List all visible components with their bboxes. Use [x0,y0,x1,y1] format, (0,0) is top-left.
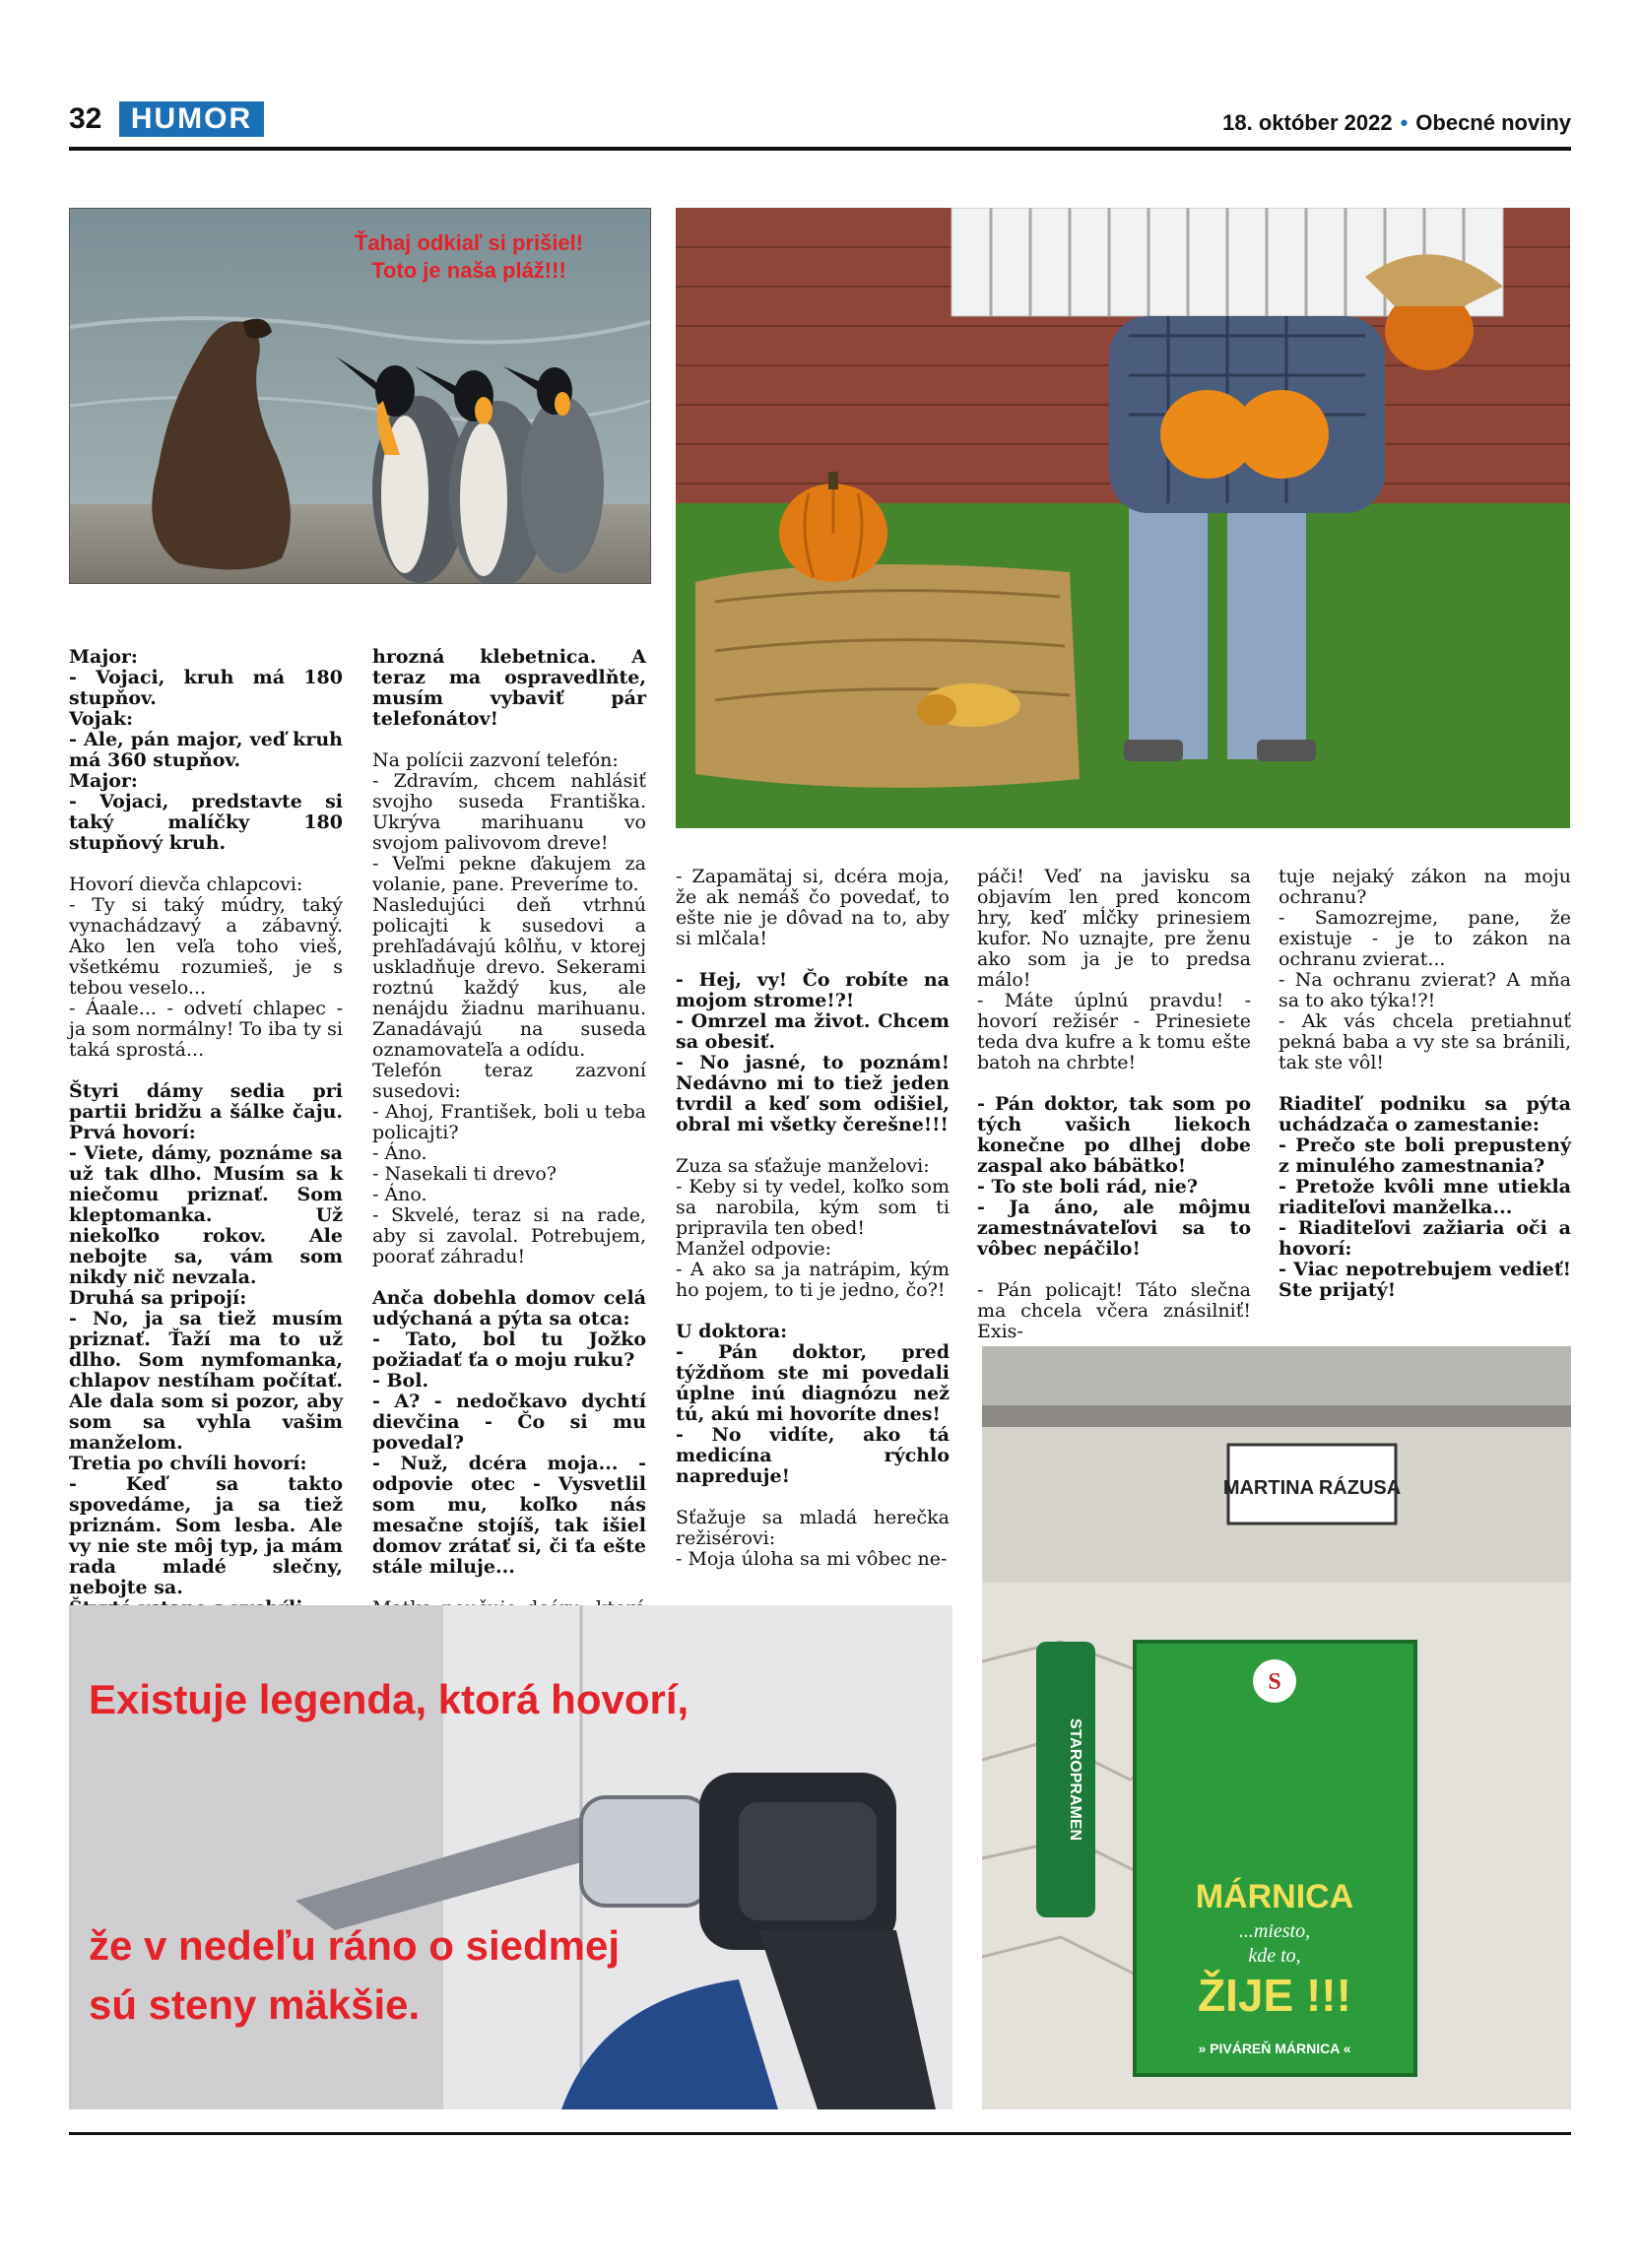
separator-dot: • [1400,110,1409,135]
text-line: - Skvelé, teraz si na rade, aby si zavolal. Potrebujem, poorať záhradu! [372,1204,646,1267]
text-line: - Prečo ste boli prepustený z minulého zamestnania? [1279,1134,1571,1177]
joke-doctor [676,1322,950,1487]
text-line: - Keď sa takto spovedáme, ja sa tiež priznám. Som lesba. Ale vy nie ste môj typ, ja mám rada mladé slečny, nebojte sa. [69,1473,343,1598]
text-line: - Viete, dámy, poznáme sa už tak dlho. Musím sa k niečomu priznať. Som kleptomanka. Už niekoľko rokov. Ale nebojte sa, vám som nikdy nič nevzala. [69,1142,343,1288]
text-line: Tretia po chvíli hovorí: [69,1453,307,1474]
text-line: - Ak vás chcela pretiahnuť pekná baba a vy ste sa bránili, tak ste vôl! [1279,1010,1571,1073]
text-line: - No vidíte, ako tá medicína rýchlo napreduje! [676,1424,950,1487]
text-line: Hovorí dievča chlapcovi: [69,874,303,895]
text-line: Manžel odpovie: [676,1238,832,1260]
joke-four-ladies-end [372,647,646,730]
joke-girl [69,875,343,1061]
text-line: Major: [69,770,138,792]
text-line: - Áno. [372,1184,427,1205]
text-line: - Nasekali ti drevo? [372,1163,558,1185]
text-line: Nasledujúci deň vtrhnú policajti k susedovi a prehľadávajú kôlňu, v ktorej uskladňuje drevo. Sekerami roztnú každý kus, ale nenájdu žiadnu marihuanu. Zanadávajú na suseda oznamovateľa a odídu. [372,894,646,1061]
joke-major [69,647,343,854]
page-number: 32 [69,102,102,135]
joke-zuza [676,1156,950,1301]
drill-caption-line2: že v nedeľu ráno o siedmej [89,1922,621,1969]
column-2 [372,647,646,1660]
poster-sub2: kde to, [1248,1945,1301,1967]
text-line: - Samozrejme, pane, že existuje - je to zákon na ochranu zvierat... [1279,907,1571,970]
poster-title: MÁRNICA [1195,1878,1354,1915]
text-line: - No, ja sa tiež musím priznať. Ťaží ma to už dlho. Som nymfomanka, chlapov nestíham počítať. Ale dala som si pozor, aby som sa vyhla vašim manželom. [69,1308,343,1454]
joke-mother-end [676,867,950,949]
joke-police-phone [372,750,646,1267]
text-line: Štyri dámy sedia pri partii bridžu a šálke čaju. Prvá hovorí: [69,1080,343,1143]
text-line: Na polícii zazvoní telefón: [372,749,619,771]
penguins-caption-line1: Ťahaj odkiaľ si prišiel! [354,230,584,255]
penguins-illustration [70,209,650,583]
text-line: Telefón teraz zazvoní susedovi: [372,1060,646,1102]
joke-anca [372,1288,646,1578]
poster-sub1: ...miesto, [1238,1920,1311,1942]
text-line: - Nuž, dcéra moja... - odpovie otec - Vysvetlil som mu, koľko nás mesačne stojíš, tak išiel domov zrátať si, či ťa ešte stále miluje... [372,1453,646,1578]
text-line: - Ty si taký múdry, taký vynachádzavý a zábavný. Ako len veľa toho vieš, všetkému rozumieš, je s tebou veselo... [69,894,343,999]
text-line: - Tato, bol tu Jožko požiadať ťa o moju ruku? [372,1328,646,1371]
text-line: - No jasné, to poznám! Nedávno mi to tiež jeden tvrdil a keď som odišiel, obral mi všetky čerešne!!! [676,1052,950,1135]
text-line: - Ja áno, ale môjmu zamestnávateľovi sa to vôbec nepáčilo! [977,1197,1251,1260]
text-line: Riaditeľ podniku sa pýta uchádzača o zamestanie: [1279,1093,1571,1135]
joke-actress-end [977,867,1251,1073]
penguins-caption-line2: Toto je naša pláž!!! [371,258,566,283]
paper-name: Obecné noviny [1415,110,1571,135]
drill-illustration [69,1605,952,2109]
scarecrow-photo [676,208,1570,828]
svg-text:S: S [1268,1669,1281,1695]
text-line: - Pretože kvôli mne utiekla riaditeľovi manželka... [1279,1176,1571,1218]
text-line: hrozná klebetnica. A teraz ma ospravedlňte, musím vybaviť pár telefonátov! [372,646,646,730]
drill-photo [69,1605,952,2109]
text-line: - To ste boli rád, nie? [977,1176,1199,1198]
text-line: - Vojaci, predstavte si taký malíčky 180 stupňový kruh. [69,791,343,854]
scarecrow-illustration [676,208,1570,828]
text-line: - Veľmi pekne ďakujem za volanie, pane. Preveríme to. [372,853,646,895]
text-line: - Pán policajt! Táto slečna ma chcela včera znásilniť! Exis- [977,1279,1251,1342]
text-line: - Áno. [372,1142,427,1164]
penguins-photo [69,208,651,584]
column-3 [676,867,950,1570]
text-line: - Pán doktor, tak som po tých vašich liekoch konečne po dlhej dobe zaspal ako bábätko! [977,1093,1251,1177]
text-line: - Moja úloha sa mi vôbec ne- [676,1548,948,1570]
column-1 [69,647,343,1640]
joke-policeman-start [977,1280,1251,1342]
joke-tree [676,970,950,1135]
text-line: - Vojaci, kruh má 180 stupňov. [69,667,343,709]
text-line: - Keby si ty vedel, koľko som sa narobila, kým som ti pripravila ten obed! [676,1176,950,1239]
header-rule [69,147,1571,151]
text-line: - Bol. [372,1370,429,1392]
pub-photo [982,1346,1571,2109]
text-line: - Áaale... - odvetí chlapec - ja som normálny! To iba ty si taká sprostá... [69,998,343,1061]
text-line: Zuza sa sťažuje manželovi: [676,1155,930,1177]
issue-date: 18. október 2022 [1222,110,1393,135]
drill-caption-line1: Existuje legenda, ktorá hovorí, [89,1676,689,1722]
joke-baby-sleep [977,1094,1251,1260]
section-label: HUMOR [119,101,264,137]
text-line: - A ako sa ja natrápim, kým ho pojem, to ti je jedno, čo?! [676,1259,950,1301]
text-line: Anča dobehla domov celá udýchaná a pýta sa otca: [372,1287,646,1329]
poster-big: ŽIJE !!! [1198,1970,1351,2021]
text-line: - Máte úplnú pravdu! - hovorí režisér - Prinesiete teda dva kufre a k tomu ešte batoh na chrbte! [977,990,1251,1073]
text-line: - Hej, vy! Čo robíte na mojom strome!?! [676,969,950,1011]
street-sign: MARTINA RÁZUSA [1222,1477,1402,1499]
column-5 [1279,867,1571,1301]
text-line: Druhá sa pripojí: [69,1287,247,1309]
joke-policeman-end [1279,867,1571,1073]
joke-director [1279,1094,1571,1301]
column-4 [977,867,1251,1342]
text-line: - Ale, pán major, veď kruh má 360 stupňov. [69,729,343,771]
text-line: - Viac nepotrebujem vedieť! Ste prijatý! [1279,1259,1571,1301]
text-line: U doktora: [676,1321,788,1342]
text-line: Major: [69,646,138,668]
joke-four-ladies [69,1081,343,1640]
text-line: - A? - nedočkavo dychtí dievčina - Čo si mu povedal? [372,1391,646,1454]
poster-footer: » PIVÁREŇ MÁRNICA « [1198,2041,1351,2056]
text-line: - Na ochranu zvierat? A mňa sa to ako týka!?! [1279,969,1571,1011]
drill-caption-line3: sú steny mäkšie. [89,1981,421,2028]
text-line: Vojak: [69,708,134,730]
masthead-right [1222,110,1571,136]
text-line: Sťažuje sa mladá herečka režisérovi: [676,1507,950,1549]
footer-rule [69,2132,1571,2135]
pub-illustration [982,1346,1571,2109]
text-line: - Ahoj, František, boli u teba policajti? [372,1101,646,1143]
staropramen-side-sign: STAROPRAMEN [1067,1717,1083,1842]
text-line: tuje nejaký zákon na moju ochranu? [1279,866,1571,908]
text-line: - Zdravím, chcem nahlásiť svojho suseda Františka. Ukrýva marihuanu vo svojom palivovom dreve! [372,770,646,854]
text-line: - Pán doktor, pred týždňom ste mi povedali úplne inú diagnózu než tú, akú mi hovoríte dnes! [676,1341,950,1425]
text-line: - Riaditeľovi zažiaria oči a hovorí: [1279,1217,1571,1260]
joke-actress-start [676,1508,950,1570]
text-line: páči! Veď na javisku sa objavím len pred koncom hry, keď mĺčky prinesiem kufor. No uznajte, pre ženu ako som ja je to predsa málo! [977,866,1251,991]
text-line: - Zapamätaj si, dcéra moja, že ak nemáš čo povedať, to ešte nie je dôvad na to, aby si mlčala! [676,866,950,949]
text-line: - Omrzel ma život. Chcem sa obesiť. [676,1010,950,1053]
